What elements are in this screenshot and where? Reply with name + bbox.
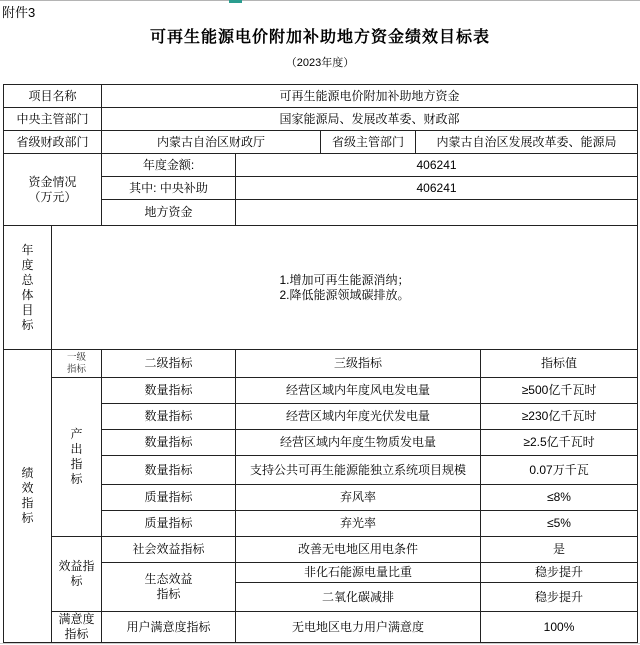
cell-annual-goal-content[interactable]: 1.增加可再生能源消纳； 2.降低能源领域碳排放。 [52, 226, 638, 350]
cell-level2[interactable]: 数量指标 [102, 430, 236, 456]
cell-central-dept-value[interactable]: 国家能源局、发展改革委、财政部 [102, 108, 638, 131]
cell-funds-label[interactable]: 资金情况 （万元） [4, 154, 102, 226]
cell-performance-section-label[interactable]: 绩 效 指 标 [4, 350, 52, 643]
cell-local-funds-value[interactable] [236, 200, 638, 226]
cell-group-benefit-label[interactable]: 效益指 标 [52, 537, 102, 612]
cell-level3[interactable]: 经营区域内年度生物质发电量 [236, 430, 481, 456]
row-central-dept [4, 108, 638, 131]
cell-provincial-dept-label[interactable]: 省级主管部门 [321, 131, 416, 154]
cell-level3[interactable]: 弃光率 [236, 511, 481, 537]
cell-local-funds-label[interactable]: 地方资金 [102, 200, 236, 226]
cell-provincial-finance-value[interactable]: 内蒙古自治区财政厅 [102, 131, 321, 154]
cell-indicator-value[interactable]: 100% [481, 612, 638, 643]
cell-indicator-value[interactable]: ≥230亿千瓦时 [481, 404, 638, 430]
cell-level3[interactable]: 经营区域内年度光伏发电量 [236, 404, 481, 430]
cell-header-level3[interactable]: 三级指标 [236, 350, 481, 378]
row-annual-goal [4, 226, 638, 350]
top-gridline [0, 0, 640, 1]
cell-indicator-value[interactable]: ≤8% [481, 485, 638, 511]
page-title: 可再生能源电价附加补助地方资金绩效目标表 [149, 29, 490, 46]
cell-header-value[interactable]: 指标值 [481, 350, 638, 378]
cell-level2[interactable]: 用户满意度指标 [102, 612, 236, 643]
indicator-row [4, 612, 638, 643]
cell-indicator-value[interactable]: ≤5% [481, 511, 638, 537]
cell-indicator-value[interactable]: ≥500亿千瓦时 [481, 378, 638, 404]
cell-provincial-finance-label-selected[interactable]: 省级财政部门 [4, 131, 102, 154]
cell-provincial-dept-value[interactable]: 内蒙古自治区发展改革委、能源局 [416, 131, 638, 154]
cell-level2-eco[interactable]: 生态效益 指标 [102, 563, 236, 612]
cell-indicator-value[interactable]: 0.07万千瓦 [481, 456, 638, 485]
cell-project-name-label[interactable]: 项目名称 [4, 85, 102, 108]
row-project-name [4, 85, 638, 108]
cell-project-name-value[interactable]: 可再生能源电价附加补助地方资金 [102, 85, 638, 108]
cell-indicator-value[interactable]: ≥2.5亿千瓦时 [481, 430, 638, 456]
cell-central-subsidy-label[interactable]: 其中: 中央补助 [102, 177, 236, 200]
row-funds-annual [4, 154, 638, 177]
bottom-gridline [0, 643, 640, 644]
cell-annual-amount-label[interactable]: 年度金额: [102, 154, 236, 177]
cell-level2[interactable]: 质量指标 [102, 511, 236, 537]
cell-indicator-value[interactable]: 稳步提升 [481, 583, 638, 612]
indicator-row [4, 378, 638, 404]
cell-indicator-value[interactable]: 是 [481, 537, 638, 563]
cell-level3[interactable]: 改善无电地区用电条件 [236, 537, 481, 563]
cell-level2[interactable]: 数量指标 [102, 404, 236, 430]
cell-level2[interactable]: 质量指标 [102, 485, 236, 511]
cell-level3[interactable]: 支持公共可再生能源能独立系统项目规模 [236, 456, 481, 485]
cell-level3[interactable]: 二氧化碳减排 [236, 583, 481, 612]
indicator-row [4, 537, 638, 563]
cell-level2[interactable]: 社会效益指标 [102, 537, 236, 563]
cell-level3[interactable]: 无电地区电力用户满意度 [236, 612, 481, 643]
cell-level2[interactable]: 数量指标 [102, 456, 236, 485]
row-indicator-header [4, 350, 638, 378]
cell-level3[interactable]: 弃风率 [236, 485, 481, 511]
page-subtitle: （2023年度） [285, 57, 355, 69]
cell-header-level1[interactable]: 一级 指标 [52, 350, 102, 378]
cell-level2[interactable]: 数量指标 [102, 378, 236, 404]
cell-group-output-label[interactable]: 产 出 指 标 [52, 378, 102, 537]
cell-group-satisfaction-label[interactable]: 满意度 指标 [52, 612, 102, 643]
cell-indicator-value[interactable]: 稳步提升 [481, 563, 638, 583]
cell-annual-goal-label[interactable]: 年 度 总 体 目 标 [4, 226, 52, 350]
cell-header-level2[interactable]: 二级指标 [102, 350, 236, 378]
attachment-label: 附件3 [2, 5, 36, 20]
selection-mark [229, 0, 242, 3]
cell-central-dept-label[interactable]: 中央主管部门 [4, 108, 102, 131]
performance-target-table [3, 84, 638, 643]
row-provincial-depts [4, 131, 638, 154]
cell-level3[interactable]: 非化石能源电量比重 [236, 563, 481, 583]
cell-annual-amount-value[interactable]: 406241 [236, 154, 638, 177]
cell-central-subsidy-value[interactable]: 406241 [236, 177, 638, 200]
cell-level3[interactable]: 经营区域内年度风电发电量 [236, 378, 481, 404]
